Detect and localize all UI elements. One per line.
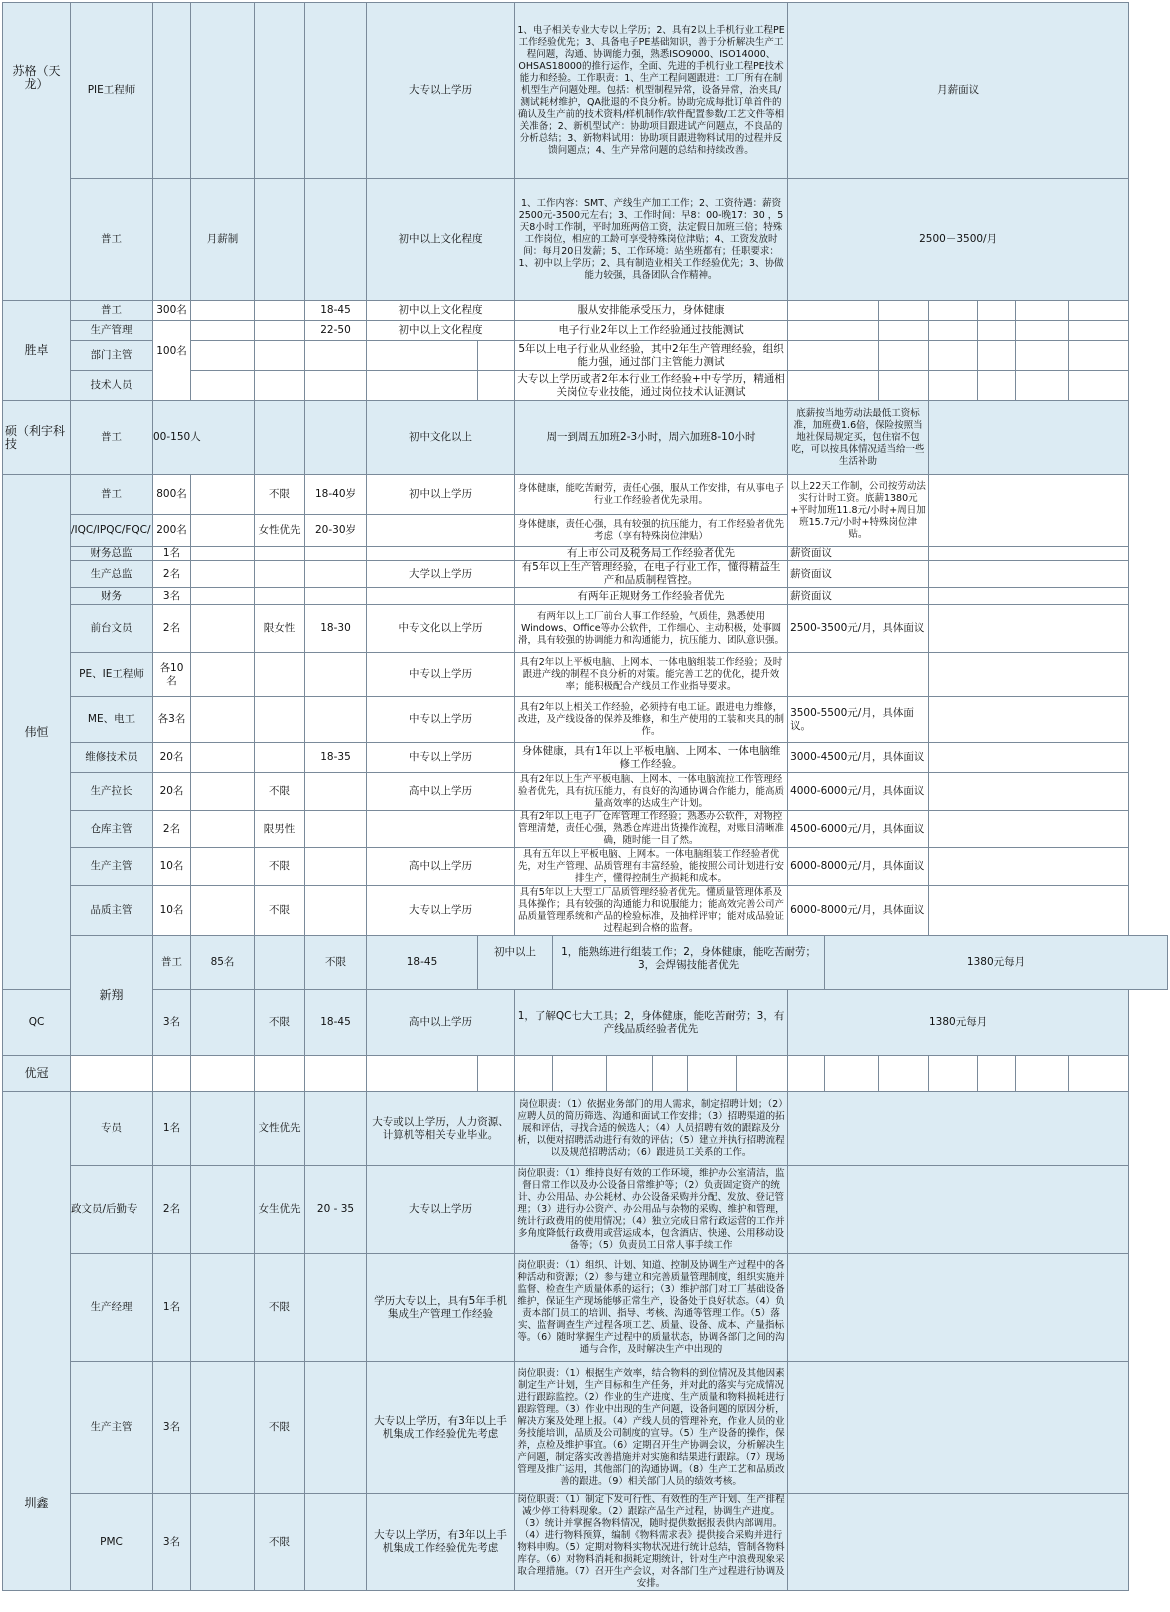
salary-cell: 2500－3500/月 (788, 179, 1129, 301)
position-cell: 维修技术员 (71, 743, 153, 773)
gender-cell: 女性优先 (255, 515, 305, 547)
salary-cell: 底薪按当地劳动法最低工资标准，加班费1.6倍，保险按照当地社保局规定买，包住宿不包吃，可以按具体情况适当给一些生活补助 (788, 401, 929, 475)
count-cell: 20名 (153, 773, 191, 811)
requirements-cell: 5年以上电子行业从业经验，其中2年生产管理经验，组织能力强，通过部门主管能力测试 (515, 341, 788, 371)
salary-cell: 薪资面议 (788, 561, 929, 588)
requirements-cell: 服从安排能承受压力，身体健康 (515, 301, 788, 321)
count-cell: 各10名 (153, 653, 191, 697)
requirements-cell: 1，能熟练进行组装工作；2，身体健康，能吃苦耐劳；3，会焊锡技能者优先 (553, 936, 825, 990)
gender-cell: 不限 (255, 1362, 305, 1494)
gender-cell: 不限 (255, 848, 305, 886)
requirements-cell: 身体健康，具有1年以上平板电脑、上网本、一体电脑维修工作经验。 (515, 743, 788, 773)
gender-cell: 不限 (255, 1254, 305, 1362)
salary-cell: 6000-8000元/月，具体面议 (788, 886, 929, 936)
position-cell: 生产管理 (71, 321, 153, 341)
position-cell: 普工 (71, 401, 153, 475)
requirements-cell: 岗位职责：（1）依据业务部门的用人需求，制定招聘计划；（2）应聘人员的简历筛选、沟通和面试工作安排；（3）招聘渠道的拓展和评估，寻找合适的候选人；（4）人员招聘有效的跟踪及分析，以便对招聘活动进行有效的评估；（5）建立并执行招聘流程以及规范招聘活动；（6）跟进员工关系的工作。 (515, 1092, 788, 1166)
gender-cell: 不限 (255, 886, 305, 936)
recruitment-table (2, 2, 1168, 1591)
requirements-cell: 身体健康，能吃苦耐劳，责任心强，服从工作安排，有从事电子行业工作经验者优先录用。 (515, 475, 788, 515)
count-cell: 20名 (153, 743, 191, 773)
age-cell: 18-30 (305, 605, 367, 653)
education-cell: 中专以上学历 (367, 743, 515, 773)
count-cell: 300名 (153, 301, 191, 321)
salary-cell: 1380元每月 (825, 936, 1168, 990)
count-cell: 10名 (153, 886, 191, 936)
position-cell: PMC (71, 1494, 153, 1591)
count-cell: 3名 (153, 990, 191, 1056)
education-cell: 大专以上学历 (367, 3, 515, 179)
position-cell: 普工 (153, 936, 191, 990)
position-cell: 专员 (71, 1092, 153, 1166)
count-cell: 3名 (153, 1494, 191, 1591)
count-cell: 3名 (153, 1362, 191, 1494)
gender-cell: 限男性 (255, 811, 305, 848)
education-cell: 大专以上学历，有3年以上手机集成工作经验优先考虑 (367, 1494, 515, 1591)
position-cell: 仓库主管 (71, 811, 153, 848)
company-name: 优冠 (3, 1056, 71, 1092)
age-cell: 18-45 (305, 990, 367, 1056)
requirements-cell: 有5年以上生产管理经验，在电子行业工作，懂得精益生产和品质制程管控。 (515, 561, 788, 588)
requirements-cell: 有两年正规财务工作经验者优先 (515, 588, 788, 605)
education-cell: 高中以上学历 (367, 773, 515, 811)
company-name: 圳鑫 (3, 1092, 71, 1591)
salary-cell: 3500-5500元/月，具体面议。 (788, 697, 929, 743)
requirements-cell: 大专以上学历或者2年本行业工作经验+中专学历，精通相关岗位专业技能，通过岗位技术认证测试 (515, 371, 788, 401)
count-cell: 800名 (153, 475, 191, 515)
age-cell: 18-45 (305, 301, 367, 321)
requirements-cell: 岗位职责：（1）根据生产效率，结合物料的到位情况及其他因素制定生产计划，生产目标和生产任务，并对此的落实与完成情况进行跟踪监控。（2）作业的生产进度、生产质量和物料损耗进行跟踪管理。（3）作业中出现的生产问题，设备问题的原因分析，解决方案及处理上报。（4）产线人员的管理补充，作业人员的业务技能培训，品质及公司制度的宣导。（5）生产设备的操作，保养，点检及维护事宜。（6）定期召开生产协调会议，分析解决生产问题，制定落实改善措施并对实施和结果进行跟踪。（7）现场管理及推广运用，其他部门的沟通协调。（8）生产工艺和品质改善的跟进。（9）相关部门人员的绩效考核。 (515, 1362, 788, 1494)
education-cell: 大专以上学历 (367, 1166, 515, 1254)
requirements-cell: 岗位职责：（1）制定下发可行性、有效性的生产计划、生产排程减少停工待料现象。（2）跟踪产品生产过程，协调生产进度。（3）统计并掌握各物料情况，随时提供数据报表供内部调用。（4）进行物料预算，编制《物料需求表》提供接合采购并进行物料申购。（5）定期对物料实物状况进行统计总结，管制各物料库存。（6）对物料消耗和损耗定期统计，针对生产中浪费现象采取合理措施。（7）召开生产会议，对各部门生产过程进行协调及安排。 (515, 1494, 788, 1591)
gender-cell: 不限 (255, 475, 305, 515)
position-cell: QC (3, 990, 71, 1056)
age-cell: 18-35 (305, 743, 367, 773)
count-cell: 2名 (153, 561, 191, 588)
salary-cell: 2500-3500元/月，具体面议 (788, 605, 929, 653)
education-cell: 中专以上学历 (367, 653, 515, 697)
requirements-cell: 具有5年以上大型工厂品质管理经验者优先。懂质量管理体系及具体操作；具有较强的沟通能力和说服能力；能高效完善公司产品质量管理系统和产品的检验标准，及抽样评审；能对成品验证过程起到合格的监督。 (515, 886, 788, 936)
gender-cell: 限女性 (255, 605, 305, 653)
position-cell: 技术人员 (71, 371, 153, 401)
count-cell: 1名 (153, 1254, 191, 1362)
age-cell: 22-50 (305, 321, 367, 341)
gender-cell: 文性优先 (255, 1092, 305, 1166)
salary-cell: 3000-4500元/月，具体面议 (788, 743, 929, 773)
position-cell: ME、电工 (71, 697, 153, 743)
position-cell: 生产经理 (71, 1254, 153, 1362)
count-cell: 3名 (153, 588, 191, 605)
requirements-cell: 具有2年以上平板电脑、上网本、一体电脑组装工作经验；及时跟进产线的制程不良分析的对策。能完善工艺的优化，提升效率；能积极配合产线员工作业指导要求。 (515, 653, 788, 697)
age-cell: 18-40岁 (305, 475, 367, 515)
salary-cell: 薪资面议 (788, 547, 929, 561)
salary-cell: 6000-8000元/月，具体面议 (788, 848, 929, 886)
requirements-cell: 有两年以上工厂前台人事工作经验，气质佳，熟悉使用Windows、Office等办公软件，工作细心、主动积极，处事圆滑，具有较强的协调能力和沟通能力，抗压能力、团队意识强。 (515, 605, 788, 653)
count-cell: 00-150人 (153, 401, 255, 475)
count-cell: 2名 (153, 605, 191, 653)
gender-cell: 不限 (255, 773, 305, 811)
education-cell: 大专以上学历 (367, 886, 515, 936)
position-cell: 普工 (71, 179, 153, 301)
education-cell: 大学以上学历 (367, 561, 515, 588)
position-cell: PIE工程师 (71, 3, 153, 179)
position-cell: 生产总监 (71, 561, 153, 588)
count-cell: 100名 (153, 341, 191, 401)
education-cell: 初中以上学历 (367, 475, 515, 515)
company-name: 胜卓 (3, 301, 71, 401)
salary-cell: 以上22天工作制，公司按劳动法实行计时工资。底薪1380元+平时加班11.8元/小时+周日加班15.7元/小时+特殊岗位津贴。 (788, 475, 929, 547)
age-cell: 20 - 35 (305, 1166, 367, 1254)
requirements-cell: 具有2年以上相关工作经验，必须持有电工证。跟进电力维修，改进，及产线设备的保养及维修，和生产使用的工装和夹具的制作。 (515, 697, 788, 743)
company-name: 新翔 (71, 936, 153, 1056)
position-cell: 生产主管 (71, 1362, 153, 1494)
salary-cell: 4000-6000元/月，具体面议 (788, 773, 929, 811)
requirements-cell: 具有五年以上平板电脑、上网本。一体电脑组装工作经验者优先，对生产管理、品质管理有丰富经验，能按照公司计划进行安排生产，懂得控制生产损耗和成本。 (515, 848, 788, 886)
position-cell: 前台文员 (71, 605, 153, 653)
position-cell: 普工 (71, 301, 153, 321)
salary-cell: 4500-6000元/月，具体面议 (788, 811, 929, 848)
position-cell: 生产拉长 (71, 773, 153, 811)
count-cell: 85名 (191, 936, 255, 990)
count-cell: 1名 (153, 1092, 191, 1166)
education-cell: 大专以上学历，有3年以上手机集成工作经验优先考虑 (367, 1362, 515, 1494)
company-name: 伟恒 (3, 475, 71, 990)
count-cell: 2名 (153, 811, 191, 848)
requirements-cell: 身体健康，责任心强，具有较强的抗压能力，有工作经验者优先考虑（享有特殊岗位津贴） (515, 515, 788, 547)
education-cell: 高中以上学历 (367, 990, 515, 1056)
gender-cell: 不限 (305, 936, 367, 990)
requirements-cell: 电子行业2年以上工作经验通过技能测试 (515, 321, 788, 341)
company-name: 苏格（天龙） (3, 3, 71, 301)
requirements-cell: 周一到周五加班2-3小时，周六加班8-10小时 (515, 401, 788, 475)
education-cell: 初中文化以上 (367, 401, 515, 475)
position-cell: 部门主管 (71, 341, 153, 371)
requirements-cell: 有上市公司及税务局工作经验者优先 (515, 547, 788, 561)
requirements-cell: 岗位职责：（1）组织、计划、知道、控制及协调生产过程中的各种活动和资源；（2）参与建立和完善质量管理制度，组织实施并监督、检查生产质量体系的运行；（3）维护部门对工厂基础设备维护，保证生产现场能够正常生产，设备处于良好状态。（4）负责本部门员工的培训、指导、考核、沟通等管理工作。（5）落实、监督调查生产过程各项工艺、质量、设备、成本、产量指标等。（6）随时掌握生产过程中的质量状态，协调各部门之间的沟通与合作，及时解决生产中出现的 (515, 1254, 788, 1362)
position-cell: 生产主管 (71, 848, 153, 886)
education-cell: 初中以上 (478, 936, 553, 990)
requirements-cell: 1，了解QC七大工具；2，身体健康，能吃苦耐劳；3，有产线品质经验者优先 (515, 990, 788, 1056)
requirements-cell: 1、电子相关专业大专以上学历；2、具有2以上手机行业工程PE工作经验优先；3、具备电子PE基础知识，善于分析解决生产工程问题，沟通、协调能力强，熟悉ISO9000、ISO14000、OHSAS18000的推行运作，全面、先进的手机行业工程PE技术能力和经验。工作职责：1、生产工程问题跟进：工厂所有在制机型生产问题处理。包括：机型制程异常，设备异常，治夹具/测试耗材维护，QA批退的不良分析。协助完成每批订单首件的确认及生产前的技术资料/样机制作/软件配置参数/工艺文件等相关准备；2、新机型试产：协助项目跟进试产问题点，不良品的分析总结；3、新物料试用：协助项目跟进物料试用的过程并反馈问题点；4、生产异常问题的总结和持续改善。 (515, 3, 788, 179)
education-cell: 大专或以上学历，人力资源、计算机等相关专业毕业。 (367, 1092, 515, 1166)
salary-cell: 月薪面议 (788, 3, 1129, 179)
education-cell: 初中以上文化程度 (367, 321, 515, 341)
education-cell: 初中以上文化程度 (367, 301, 515, 321)
gender-cell: 不限 (255, 1494, 305, 1591)
requirements-cell: 1、工作内容：SMT、产线生产加工工作；2、工资待遇：薪资2500元-3500元左右；3、工作时间：早8：00-晚17：30 ，5天8小时工作制，平时加班两倍工资，法定假日加班三倍；特殊工作岗位，相应的工龄可享受特殊岗位津贴；4、工资发放时间：每月20日发薪；5、工作环境：站坐班都有；任职要求：1、初中以上学历；2、具有制造业相关工作经验优先；3、协做能力较强，具备团队合作精神。 (515, 179, 788, 301)
position-cell: /IQC/IPQC/FQC/ (71, 515, 153, 547)
salary-cell: 1380元每月 (788, 990, 1129, 1056)
pay-type-cell: 月薪制 (191, 179, 255, 301)
count-cell: 各3名 (153, 697, 191, 743)
age-cell: 18-45 (367, 936, 478, 990)
age-cell: 20-30岁 (305, 515, 367, 547)
education-cell: 初中以上文化程度 (367, 179, 515, 301)
count-cell: 2名 (153, 1166, 191, 1254)
count-cell: 200名 (153, 515, 191, 547)
education-cell: 高中以上学历 (367, 848, 515, 886)
education-cell: 中专文化以上学历 (367, 605, 515, 653)
gender-cell: 不限 (255, 990, 305, 1056)
count-cell: 1名 (153, 547, 191, 561)
position-cell: PE、IE工程师 (71, 653, 153, 697)
requirements-cell: 具有2年以上生产平板电脑、上网本、一体电脑流拉工作管理经验者优先，具有抗压能力，有良好的沟通协调合作能力，能高质量高效率的达成生产计划。 (515, 773, 788, 811)
position-cell: 品质主管 (71, 886, 153, 936)
education-cell: 中专以上学历 (367, 697, 515, 743)
gender-cell: 女生优先 (255, 1166, 305, 1254)
position-cell: 财务总监 (71, 547, 153, 561)
requirements-cell: 岗位职责：（1）维持良好有效的工作环境，维护办公室清洁，监督日常工作以及办公设备日常维护等；（2）负责固定资产的统计、办公用品、办公耗材、办公设备采购并分配、发放、登记管理；（3）进行办公资产、办公用品与杂物的采购、维护和管理，统计行政费用的使用情况；（4）独立完成日常行政运营的工作并多角度降低行政费用或营运成本，包含酒店、快递、公用移动设备等；（5）负责员工日常人事手续工作 (515, 1166, 788, 1254)
salary-cell: 薪资面议 (788, 588, 929, 605)
position-cell: 财务 (71, 588, 153, 605)
position-cell: 普工 (71, 475, 153, 515)
position-cell: 政文员/后勤专 (71, 1166, 153, 1254)
company-name: 硕（利宇科技 (3, 401, 71, 475)
count-cell: 10名 (153, 848, 191, 886)
requirements-cell: 具有2年以上电子厂仓库管理工作经验；熟悉办公软件，对物控管理清楚，责任心强，熟悉仓库进出货操作流程，对账目清晰准确，随时能一目了然。 (515, 811, 788, 848)
education-cell: 学历大专以上，具有5年手机集成生产管理工作经验 (367, 1254, 515, 1362)
